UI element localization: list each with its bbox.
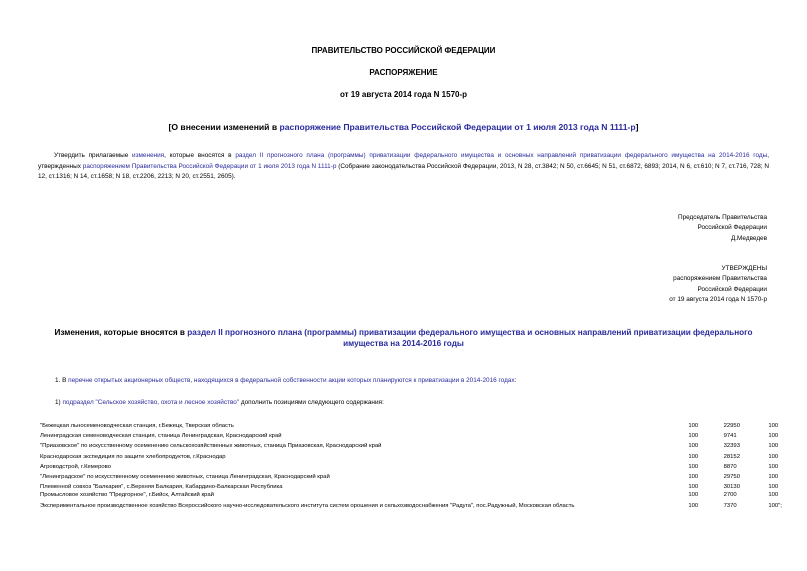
item-1 [55,377,516,384]
item-1-1-suffix: дополнить позициями следующего содержания: [239,399,384,406]
table-row [40,422,807,432]
row-col-2: 2700 [723,492,737,499]
row-col-2: 28152 [723,453,740,460]
item-1-suffix: : [514,377,517,384]
row-col-2: 7370 [723,502,737,509]
approved-line-1: распоряжением Правительства [673,275,767,283]
row-name: Экспериментальное производственное хозяйство Всероссийского научно-исследовательского института систем орошения и сельхозводоснабжения "Радуга", пос.Радужный, Московская область [40,502,575,509]
item-1-1 [55,399,384,406]
document-type: РАСПОРЯЖЕНИЕ [369,68,438,77]
row-col-2: 22950 [723,423,740,429]
signature-name: Д.Медведев [730,234,767,242]
row-col-1: 100 [688,443,699,450]
row-col-3: 100 [768,443,779,450]
row-col-3: 100 [768,463,779,470]
body-text: , которые вносятся в [164,152,236,159]
section-title-link[interactable]: раздел II прогнозного плана (программы) приватизации федерального имущества и основных направлений приватизации федерального имущества на 2014-2016 годы [187,328,753,348]
item-1-1-prefix: 1) [55,399,63,406]
row-col-3: 100 [768,453,779,460]
signature-position-1: Председатель Правительства [678,214,767,221]
row-name: Агроводстрой, г.Кемерово [40,463,112,470]
table-row [40,473,807,483]
row-name: "Ленинградское" по искусственному осеменению животных, станица Ленинградская, Краснодарский край [40,473,330,480]
row-col-2: 30130 [723,484,740,491]
government-heading: ПРАВИТЕЛЬСТВО РОССИЙСКОЙ ФЕДЕРАЦИИ [311,46,496,55]
table-row [40,442,807,452]
row-col-1: 100 [688,492,699,499]
table-row [40,453,807,463]
item-1-prefix: 1. В [55,377,69,384]
body-paragraph [38,151,769,183]
table-row [40,491,807,501]
link-changes[interactable]: изменения [132,152,165,159]
signature-position-2: Российской Федерации [697,224,767,232]
table-row [40,432,807,442]
row-col-1: 100 [688,463,699,470]
link-order-1111[interactable]: распоряжением Правительства Российской Федерации от 1 июля 2013 года N 1111-р [82,162,337,170]
body-text: , утвержденных [38,152,769,170]
document-title [0,122,807,132]
row-col-1: 100 [688,453,699,460]
row-col-3: 100 [768,473,779,480]
signature-block [678,213,767,244]
approved-line-2: Российской Федерации [697,285,767,293]
table-row [40,463,807,473]
row-col-3: 100 [768,484,779,491]
row-col-3: 100 [768,423,779,429]
positions-table [40,422,807,510]
approved-block [669,264,767,305]
row-col-1: 100 [688,502,699,509]
row-col-1: 100 [688,484,699,491]
row-col-1: 100 [688,473,699,480]
row-col-3: 100 [768,433,779,440]
row-col-3: 100 [768,492,779,499]
link-section-ii[interactable]: раздел II прогнозного плана (программы) приватизации федерального имущества и основных направлений приватизации федерального имущества на 2014-2016 годы [235,152,768,159]
item-1-link[interactable]: перечне открытых акционерных обществ, находящихся в федеральной собственности акции которых планируются к приватизации в 2014-2016 годах [68,377,515,384]
row-col-1: 100 [688,433,699,440]
section-title [40,327,767,349]
body-text: Утвердить прилагаемые [54,152,133,159]
document-date-number: от 19 августа 2014 года N 1570-р [339,90,468,99]
item-1-1-link[interactable]: подраздел "Сельское хозяйство, охота и лесное хозяйство" [62,399,240,406]
row-col-1: 100 [688,423,699,429]
row-name: Краснодарская экспедиция по защите хлебопродуктов, г.Краснодар [40,453,226,460]
row-name: "Бежецкая льносеменоводческая станция, г.Бежецк, Тверская область [40,423,234,429]
title-link-order-1111[interactable]: распоряжение Правительства Российской Федерации от 1 июля 2013 года N 1111-р [279,122,636,132]
row-col-3: 100"; [768,502,782,509]
title-close: ] [635,122,639,132]
table-row [40,502,807,510]
section-title-prefix: Изменения, которые вносятся в [54,328,188,337]
row-name: Ленинградская семеноводческая станция, станица Ленинградская, Краснодарский край [40,433,282,440]
approved-label: УТВЕРЖДЕНЫ [721,265,767,272]
table-row [40,483,807,491]
row-name: Племенной совхоз "Балкария", с.Верхняя Балкария, Кабардино-Балкарская Республика [40,484,283,491]
approved-line-3: от 19 августа 2014 года N 1570-р [669,295,767,303]
row-name: "Приазовское" по искусственному осеменению сельскохозяйственных животных, станица Приазовская, Краснодарский край [40,443,382,450]
row-col-2: 29750 [723,473,740,480]
row-col-2: 8870 [723,463,737,470]
row-col-2: 9741 [723,433,737,440]
row-col-2: 32393 [723,443,740,450]
title-open: [О внесении изменений в [168,122,280,132]
row-name: Промысловое хозяйство "Предгорное", г.Бийск, Алтайский край [40,492,214,499]
body-text: (Собрание законодательства Российской Федерации, 2013, N 28, ст.3842; N 50, ст.6645; N 51, ст.6872, 6893; 2014, N 6, ст.610; N 7, ст.716, 728; N 12, ст.1316; N 14, ст.1658; N 18, ст.2206, 2213; N 20, ст.2551, 2605). [38,162,770,180]
